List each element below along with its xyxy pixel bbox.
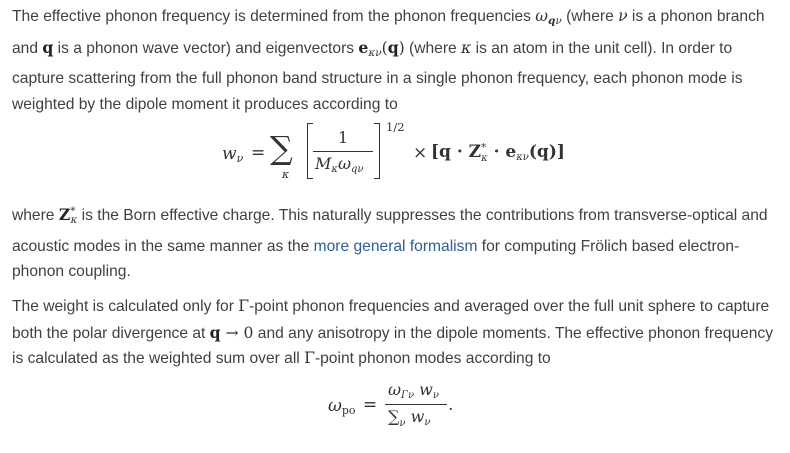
equation-weight bbox=[0, 118, 790, 188]
math-q-vector: q bbox=[209, 322, 221, 342]
eq1-equals: = bbox=[251, 143, 266, 163]
eq2-fraction-bar bbox=[385, 404, 447, 405]
math-kappa: κ bbox=[461, 38, 472, 57]
eq1-right-bracket bbox=[374, 123, 380, 179]
eq1-sum-symbol: ∑ bbox=[270, 129, 293, 167]
eq1-denominator: Mκωqν bbox=[315, 154, 364, 175]
para1-text-5: (where bbox=[404, 39, 462, 57]
equation-effective-frequency bbox=[0, 380, 790, 440]
para3-text-4: -point phonon modes according to bbox=[314, 350, 551, 368]
eq1-sum-index: κ bbox=[282, 168, 290, 181]
eq2-equals: = bbox=[363, 395, 378, 415]
math-z-star: $Z^*_\kappa$ bbox=[58, 205, 78, 226]
math-omega-qnu: $\omega_{q\nu}$ bbox=[535, 7, 562, 27]
paragraph-weight-calculation bbox=[12, 294, 782, 372]
eq1-times: × bbox=[413, 143, 428, 163]
para1-text-4: is a phonon wave vector) and eigenvectors bbox=[53, 39, 359, 57]
eq1-exponent: 1/2 bbox=[386, 120, 405, 134]
para2-text-3: for computing Frölich based electron-phonon coupling. bbox=[12, 237, 740, 281]
paragraph-intro bbox=[12, 4, 782, 117]
paragraph-born-charge bbox=[12, 199, 782, 285]
math-arrow-zero: → 0 bbox=[220, 323, 254, 342]
eq1-rhs: $[q \cdot Z^*_\kappa \cdot e\kappa\nu(q)]$ bbox=[431, 142, 565, 164]
math-gamma-2: Γ bbox=[304, 349, 315, 368]
para3-text-3: and any anisotropy in the dipole moments. The effective phonon frequency is calculated as the weighted sum over all bbox=[12, 324, 774, 368]
eq2-denominator: $\sum_\nu$ wν bbox=[388, 407, 431, 429]
math-e-kappa-nu: $e_{\kappa\nu}(q)$ bbox=[358, 37, 405, 59]
eq1-lhs: wν bbox=[222, 144, 244, 165]
para3-text-1: The weight is calculated only for bbox=[12, 298, 239, 315]
eq2-period: . bbox=[448, 395, 454, 415]
math-gamma: Γ bbox=[238, 297, 250, 315]
eq1-fraction-bar bbox=[313, 151, 373, 152]
para2-text-1: where bbox=[12, 207, 59, 224]
general-formalism-link[interactable]: more general formalism bbox=[313, 237, 478, 255]
math-q: q bbox=[42, 37, 54, 57]
para2-text-2: is the Born effective charge. This naturally suppresses the contributions from transverse-optical and acoustic modes in the same manner as the bbox=[12, 207, 768, 255]
para1-text-2: (where bbox=[561, 8, 619, 25]
para1-text-3: is a phonon branch and bbox=[12, 8, 765, 57]
eq2-numerator: ωΓν wν bbox=[388, 380, 439, 401]
math-nu: ν bbox=[618, 7, 628, 25]
eq2-lhs: ωpo bbox=[328, 396, 356, 417]
para1-text-1: The effective phonon frequency is determined from the phonon frequencies bbox=[12, 8, 536, 25]
eq1-numerator: 1 bbox=[338, 128, 349, 147]
para1-text-6: is an atom in the unit cell). In order to capture scattering from the full phonon band structure in a single phonon frequency, each phonon mode is weighted by the dipole moment it produces according to bbox=[12, 39, 743, 113]
para3-text-2: -point phonon frequencies and averaged over the full unit sphere to capture both the polar divergence at bbox=[12, 298, 770, 342]
